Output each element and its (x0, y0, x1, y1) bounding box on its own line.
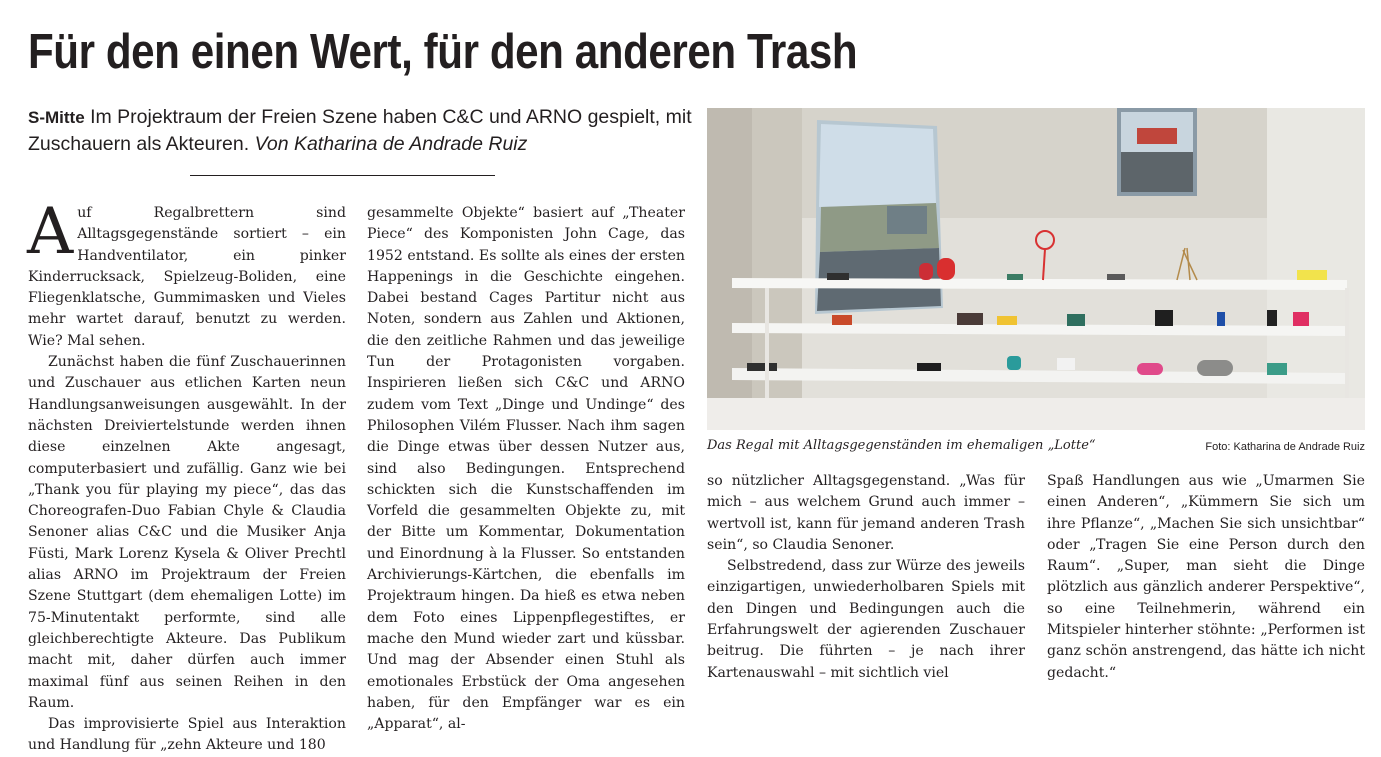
photo-caption: Das Regal mit Alltagsgegenständen im ehemaligen „Lotte“ (707, 438, 1096, 453)
body-column-3 (707, 471, 1025, 684)
paragraph: so nützlicher Alltagsgegenstand. „Was für mich – aus welchem Grund auch immer – wertvoll ist, kann für jemand anderen Trash sein“, so Claudia Senoner. (707, 473, 1025, 553)
paragraph: Das improvisierte Spiel aus Interaktion und Handlung für „zehn Akteure und 180 (28, 716, 346, 754)
body-column-2 (367, 203, 685, 735)
deck-text: Im Projektraum der Freien Szene haben C&C und ARNO gespielt, mit Zuschauern als Akteuren. (28, 106, 692, 155)
paragraph: Selbstredend, dass zur Würze des jeweils einzigartigen, unwiederholbaren Spiels mit den Dingen und Bedingungen auch die Erfahrungswelt der agierenden Zuschauer beitrug. Die führten – je nach ihrer Kartenauswahl – mit sichtlich viel (707, 558, 1025, 681)
byline: Von Katharina de Andrade Ruiz (254, 133, 528, 155)
paragraph: gesammelte Objekte“ basiert auf „Theater Piece“ des Komponisten John Cage, das 1952 entstand. Es sollte als eines der ersten Happenings in die Geschichte eingehen. Dabei bestand Cages Partitur nicht aus Noten, sondern aus Zahlen und Aktionen, die den zeitliche Rahmen und das jeweilige Tun der Protagonisten vorgaben. Inspirieren ließen sich C&C und ARNO zudem vom Text „Dinge und Undinge“ des Philosophen Vilém Flusser. Nach ihm sagen die Dinge etwas über dessen Nutzer aus, sind also Bedingungen. Entsprechend schickten sich die Kunstschaffenden im Vorfeld die gesammelten Objekte zu, mit der Bitte um Kommentar, Dokumentation und Einordnung à la Flusser. So entstanden Archivierungs-Kärtchen, die ebenfalls im Projektraum hingen. Da hieß es etwa neben dem Foto eines Lippenpflegestiftes, er mache den Mund wieder zart und küssbar. Und mag der Absender einen Stuhl als emotionales Erbstück der Oma angesehen haben, für den Empfänger war es ein „Apparat“, al- (367, 205, 685, 733)
location-tag: S-Mitte (28, 108, 85, 127)
shelf-photo-illustration (707, 108, 1365, 430)
body-column-1 (27, 195, 346, 757)
headline: Für den einen Wert, für den anderen Trash (28, 25, 858, 79)
drop-cap: A (27, 195, 74, 269)
paragraph: uf Regalbrettern sind Alltagsgegenstände sortiert – ein Handventilator, ein pinker Kinderrucksack, Spielzeug-Boliden, eine Fliegenklatsche, Gummimasken und Vieles mehr wartet darauf, benutzt zu werden. Wie? Mal sehen. (28, 205, 346, 349)
photo-caption-row (707, 436, 1365, 458)
article-deck (28, 104, 698, 158)
photo-credit: Foto: Katharina de Andrade Ruiz (1205, 441, 1365, 453)
body-column-4 (1047, 471, 1365, 684)
paragraph: Spaß Handlungen aus wie „Umarmen Sie einen Anderen“, „Kümmern Sie sich um ihre Pflanze“, „Machen Sie sich unsichtbar“ oder „Tragen Sie eine Person durch den Raum“. „Super, man sieht die Dinge plötzlich aus gänzlich anderer Perspektive“, so eine Teilnehmerin, während ein Mitspieler hinterher stöhnte: „Performen ist ganz schön anstrengend, das hätte ich nicht gedacht.“ (1047, 473, 1365, 681)
deck-divider (190, 175, 495, 176)
article-photo (707, 108, 1365, 430)
paragraph: Zunächst haben die fünf Zuschauerinnen und Zuschauer aus etlichen Karten neun Handlungsanweisungen ausgewählt. In der nächsten Dreiviertelstunde werden ihnen diese einzelnen Akte angesagt, computerbasiert und zufällig. Ganz wie bei „Thank you für playing my piece“, das das Choreografen-Duo Fabian Chyle & Claudia Senoner alias C&C und die Musiker Anja Füsti, Mark Lorenz Kysela & Oliver Prechtl alias ARNO im Projektraum der Freien Szene Stuttgart (dem ehemaligen Lotte) im 75-Minutentakt performte, sind alle gleichberechtigte Akteure. Das Publikum macht mit, daher dürfen auch immer maximal fünf aus seinen Reihen in den Raum. (28, 354, 346, 711)
